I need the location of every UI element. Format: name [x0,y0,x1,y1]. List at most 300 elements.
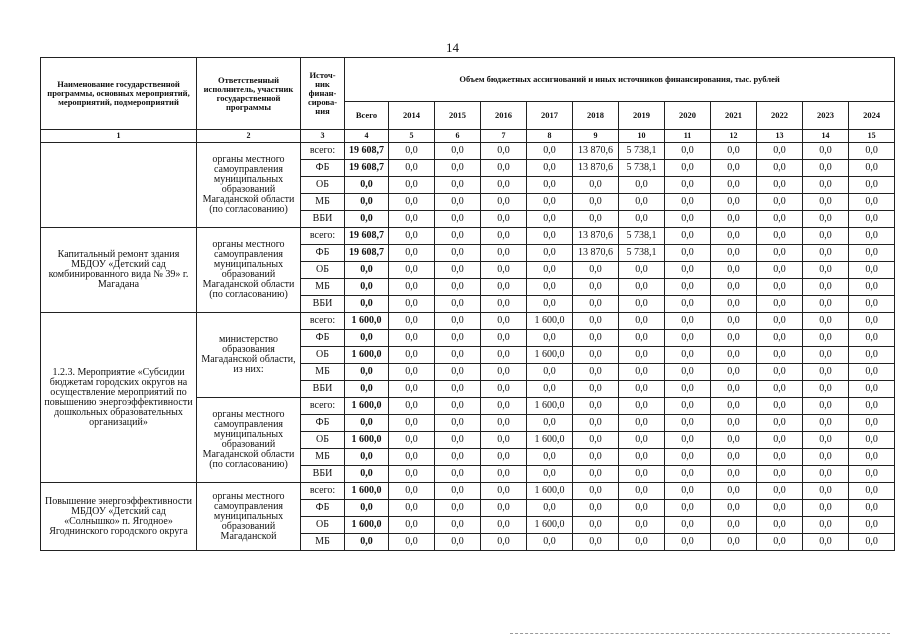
year-value-cell: 5 738,1 [619,228,665,245]
column-number: 1 [41,130,197,143]
year-value-cell: 0,0 [573,415,619,432]
year-value-cell: 0,0 [619,381,665,398]
column-number: 15 [849,130,895,143]
year-value-cell: 0,0 [711,262,757,279]
year-value-cell: 0,0 [481,483,527,500]
year-value-cell: 0,0 [803,500,849,517]
header-source: Источ-ник финан-сирова-ния [301,58,345,130]
year-value-cell: 0,0 [573,330,619,347]
year-value-cell: 0,0 [619,466,665,483]
year-value-cell: 1 600,0 [527,517,573,534]
year-value-cell: 1 600,0 [527,432,573,449]
year-value-cell: 0,0 [573,211,619,228]
responsible-cell: органы местного самоуправления муниципальных образований Магаданской области (по согласованию) [197,398,301,483]
year-value-cell: 0,0 [435,160,481,177]
header-responsible: Ответственный исполнитель, участник государственной программы [197,58,301,130]
year-value-cell: 0,0 [665,500,711,517]
year-value-cell: 0,0 [435,211,481,228]
budget-table [40,57,895,551]
year-value-cell: 5 738,1 [619,160,665,177]
year-value-cell: 0,0 [665,517,711,534]
total-cell: 0,0 [345,262,389,279]
year-value-cell: 0,0 [757,160,803,177]
header-volume: Объем бюджетных ассигнований и иных источников финансирования, тыс. рублей [345,58,895,102]
year-value-cell: 0,0 [665,449,711,466]
responsible-cell: министерство образования Магаданской области, из них: [197,313,301,398]
year-value-cell: 0,0 [757,466,803,483]
year-value-cell: 0,0 [573,381,619,398]
year-value-cell: 0,0 [711,500,757,517]
year-value-cell: 0,0 [757,228,803,245]
column-number: 11 [665,130,711,143]
year-value-cell: 0,0 [573,296,619,313]
year-value-cell: 0,0 [803,245,849,262]
year-value-cell: 0,0 [619,398,665,415]
table-row [41,483,895,500]
year-value-cell: 0,0 [389,483,435,500]
year-value-cell: 0,0 [803,449,849,466]
total-cell: 19 608,7 [345,245,389,262]
year-value-cell: 0,0 [527,500,573,517]
year-value-cell: 0,0 [803,143,849,160]
total-cell: 19 608,7 [345,143,389,160]
year-value-cell: 0,0 [389,330,435,347]
column-number: 13 [757,130,803,143]
year-value-cell: 0,0 [527,449,573,466]
year-value-cell: 0,0 [757,313,803,330]
year-value-cell: 0,0 [803,347,849,364]
year-value-cell: 0,0 [389,211,435,228]
source-cell: ОБ [301,432,345,449]
year-value-cell: 0,0 [711,517,757,534]
year-value-cell: 0,0 [619,415,665,432]
year-value-cell: 0,0 [665,177,711,194]
year-value-cell: 0,0 [435,381,481,398]
year-value-cell: 0,0 [711,347,757,364]
year-value-cell: 0,0 [573,483,619,500]
year-value-cell: 0,0 [711,143,757,160]
year-value-cell: 0,0 [573,517,619,534]
year-value-cell: 0,0 [481,262,527,279]
header-year: 2021 [711,102,757,130]
year-value-cell: 0,0 [803,296,849,313]
column-number: 4 [345,130,389,143]
year-value-cell: 0,0 [435,262,481,279]
year-value-cell: 0,0 [527,160,573,177]
column-number: 14 [803,130,849,143]
year-value-cell: 0,0 [711,398,757,415]
year-value-cell: 0,0 [481,160,527,177]
year-value-cell: 0,0 [435,313,481,330]
year-value-cell: 0,0 [481,177,527,194]
year-value-cell: 0,0 [711,534,757,551]
year-value-cell: 0,0 [803,262,849,279]
year-value-cell: 0,0 [389,143,435,160]
year-value-cell: 0,0 [803,330,849,347]
year-value-cell: 0,0 [619,279,665,296]
column-number: 12 [711,130,757,143]
header-year: 2016 [481,102,527,130]
year-value-cell: 0,0 [573,432,619,449]
year-value-cell: 0,0 [435,194,481,211]
year-value-cell: 0,0 [619,313,665,330]
responsible-cell: органы местного самоуправления муниципальных образований Магаданской области (по согласованию) [197,228,301,313]
year-value-cell: 0,0 [849,194,895,211]
year-value-cell: 0,0 [527,534,573,551]
header-year: 2017 [527,102,573,130]
measure-name-cell: Капитальный ремонт здания МБДОУ «Детский сад комбинированного вида № 39» г. Магадана [41,228,197,313]
year-value-cell: 0,0 [849,296,895,313]
year-value-cell: 0,0 [619,330,665,347]
column-number: 10 [619,130,665,143]
year-value-cell: 0,0 [527,415,573,432]
year-value-cell: 0,0 [849,398,895,415]
year-value-cell: 0,0 [803,279,849,296]
year-value-cell: 0,0 [527,296,573,313]
year-value-cell: 0,0 [849,228,895,245]
year-value-cell: 0,0 [527,330,573,347]
total-cell: 1 600,0 [345,313,389,330]
year-value-cell: 0,0 [481,500,527,517]
header-name: Наименование государственной программы, основных мероприятий, мероприятий, подмероприятий [41,58,197,130]
year-value-cell: 0,0 [757,381,803,398]
year-value-cell: 0,0 [435,296,481,313]
total-cell: 0,0 [345,415,389,432]
page-bottom-edge [510,633,890,634]
year-value-cell: 0,0 [803,415,849,432]
year-value-cell: 0,0 [803,381,849,398]
year-value-cell: 0,0 [389,228,435,245]
year-value-cell: 0,0 [573,177,619,194]
year-value-cell: 0,0 [573,313,619,330]
year-value-cell: 0,0 [481,143,527,160]
header-year: 2014 [389,102,435,130]
year-value-cell: 0,0 [711,228,757,245]
year-value-cell: 0,0 [757,517,803,534]
year-value-cell: 0,0 [619,432,665,449]
year-value-cell: 0,0 [435,228,481,245]
year-value-cell: 0,0 [711,245,757,262]
source-cell: ФБ [301,500,345,517]
year-value-cell: 0,0 [435,245,481,262]
year-value-cell: 0,0 [757,262,803,279]
column-number-row [41,130,895,143]
year-value-cell: 5 738,1 [619,245,665,262]
year-value-cell: 0,0 [389,194,435,211]
year-value-cell: 0,0 [619,296,665,313]
column-number: 8 [527,130,573,143]
year-value-cell: 0,0 [803,211,849,228]
year-value-cell: 0,0 [803,194,849,211]
year-value-cell: 0,0 [389,449,435,466]
total-cell: 1 600,0 [345,432,389,449]
responsible-cell: органы местного самоуправления муниципальных образований Магаданской области (по согласованию) [197,143,301,228]
year-value-cell: 0,0 [849,466,895,483]
year-value-cell: 0,0 [527,279,573,296]
page-number: 14 [446,40,459,55]
year-value-cell: 0,0 [849,415,895,432]
year-value-cell: 0,0 [435,466,481,483]
header-year: 2024 [849,102,895,130]
year-value-cell: 0,0 [665,347,711,364]
total-cell: 0,0 [345,449,389,466]
total-cell: 1 600,0 [345,483,389,500]
year-value-cell: 0,0 [711,432,757,449]
year-value-cell: 0,0 [757,194,803,211]
year-value-cell: 0,0 [803,517,849,534]
year-value-cell: 0,0 [849,483,895,500]
year-value-cell: 0,0 [849,177,895,194]
year-value-cell: 0,0 [481,534,527,551]
year-value-cell: 0,0 [389,279,435,296]
source-cell: МБ [301,194,345,211]
year-value-cell: 0,0 [849,500,895,517]
year-value-cell: 0,0 [665,364,711,381]
source-cell: ОБ [301,177,345,194]
year-value-cell: 0,0 [481,313,527,330]
year-value-cell: 0,0 [849,449,895,466]
year-value-cell: 0,0 [435,143,481,160]
year-value-cell: 0,0 [619,483,665,500]
year-value-cell: 1 600,0 [527,398,573,415]
year-value-cell: 0,0 [573,534,619,551]
year-value-cell: 0,0 [665,194,711,211]
column-number: 3 [301,130,345,143]
year-value-cell: 0,0 [665,381,711,398]
year-value-cell: 0,0 [435,279,481,296]
year-value-cell: 0,0 [481,517,527,534]
table-row [41,313,895,330]
year-value-cell: 0,0 [757,500,803,517]
year-value-cell: 0,0 [389,517,435,534]
year-value-cell: 0,0 [803,483,849,500]
source-cell: всего: [301,313,345,330]
year-value-cell: 0,0 [435,364,481,381]
total-cell: 0,0 [345,381,389,398]
year-value-cell: 13 870,6 [573,228,619,245]
year-value-cell: 0,0 [389,415,435,432]
year-value-cell: 0,0 [481,364,527,381]
header-year: 2023 [803,102,849,130]
year-value-cell: 0,0 [849,517,895,534]
source-cell: ФБ [301,245,345,262]
year-value-cell: 0,0 [803,364,849,381]
column-number: 6 [435,130,481,143]
year-value-cell: 1 600,0 [527,313,573,330]
year-value-cell: 0,0 [757,415,803,432]
source-cell: МБ [301,534,345,551]
year-value-cell: 0,0 [527,245,573,262]
year-value-cell: 0,0 [527,194,573,211]
year-value-cell: 0,0 [665,262,711,279]
source-cell: ВБИ [301,466,345,483]
year-value-cell: 0,0 [757,211,803,228]
year-value-cell: 0,0 [665,330,711,347]
year-value-cell: 0,0 [389,160,435,177]
header-year: 2020 [665,102,711,130]
year-value-cell: 0,0 [757,449,803,466]
total-cell: 0,0 [345,534,389,551]
total-cell: 19 608,7 [345,160,389,177]
total-cell: 0,0 [345,279,389,296]
year-value-cell: 0,0 [849,347,895,364]
year-value-cell: 0,0 [711,330,757,347]
year-value-cell: 0,0 [389,313,435,330]
total-cell: 0,0 [345,364,389,381]
year-value-cell: 0,0 [435,432,481,449]
year-value-cell: 0,0 [435,483,481,500]
year-value-cell: 0,0 [619,364,665,381]
year-value-cell: 0,0 [665,415,711,432]
source-cell: ФБ [301,415,345,432]
year-value-cell: 0,0 [481,330,527,347]
year-value-cell: 0,0 [757,347,803,364]
year-value-cell: 0,0 [849,211,895,228]
year-value-cell: 0,0 [803,228,849,245]
year-value-cell: 0,0 [757,398,803,415]
year-value-cell: 0,0 [435,500,481,517]
source-cell: всего: [301,398,345,415]
header-row-top [41,58,895,102]
source-cell: всего: [301,228,345,245]
year-value-cell: 0,0 [849,432,895,449]
year-value-cell: 0,0 [389,245,435,262]
year-value-cell: 0,0 [619,449,665,466]
year-value-cell: 0,0 [711,381,757,398]
year-value-cell: 0,0 [711,313,757,330]
column-number: 2 [197,130,301,143]
year-value-cell: 0,0 [481,432,527,449]
year-value-cell: 13 870,6 [573,143,619,160]
year-value-cell: 0,0 [757,296,803,313]
year-value-cell: 0,0 [435,517,481,534]
year-value-cell: 0,0 [619,211,665,228]
year-value-cell: 0,0 [389,534,435,551]
year-value-cell: 0,0 [849,381,895,398]
year-value-cell: 0,0 [665,432,711,449]
year-value-cell: 0,0 [757,245,803,262]
source-cell: всего: [301,143,345,160]
year-value-cell: 0,0 [389,466,435,483]
total-cell: 0,0 [345,330,389,347]
year-value-cell: 0,0 [435,347,481,364]
year-value-cell: 0,0 [435,449,481,466]
measure-name-cell [41,143,197,228]
year-value-cell: 0,0 [619,534,665,551]
year-value-cell: 0,0 [619,500,665,517]
year-value-cell: 0,0 [711,160,757,177]
table-row [41,143,895,160]
year-value-cell: 0,0 [527,228,573,245]
year-value-cell: 0,0 [665,211,711,228]
table-row [41,228,895,245]
year-value-cell: 0,0 [849,143,895,160]
year-value-cell: 0,0 [757,143,803,160]
year-value-cell: 0,0 [665,160,711,177]
year-value-cell: 0,0 [711,194,757,211]
year-value-cell: 0,0 [573,347,619,364]
header-year: 2015 [435,102,481,130]
year-value-cell: 0,0 [481,466,527,483]
year-value-cell: 0,0 [435,398,481,415]
year-value-cell: 0,0 [665,228,711,245]
year-value-cell: 0,0 [757,279,803,296]
year-value-cell: 0,0 [619,517,665,534]
source-cell: ФБ [301,160,345,177]
year-value-cell: 0,0 [389,347,435,364]
year-value-cell: 0,0 [435,415,481,432]
year-value-cell: 0,0 [849,279,895,296]
year-value-cell: 0,0 [757,330,803,347]
year-value-cell: 0,0 [573,194,619,211]
year-value-cell: 0,0 [665,279,711,296]
year-value-cell: 0,0 [665,483,711,500]
year-value-cell: 0,0 [527,381,573,398]
year-value-cell: 0,0 [803,313,849,330]
year-value-cell: 0,0 [803,534,849,551]
total-cell: 19 608,7 [345,228,389,245]
year-value-cell: 0,0 [665,143,711,160]
year-value-cell: 0,0 [389,262,435,279]
year-value-cell: 0,0 [527,466,573,483]
year-value-cell: 0,0 [435,534,481,551]
year-value-cell: 0,0 [711,177,757,194]
source-cell: МБ [301,364,345,381]
column-number: 9 [573,130,619,143]
year-value-cell: 0,0 [803,398,849,415]
year-value-cell: 0,0 [481,296,527,313]
source-cell: ВБИ [301,381,345,398]
header-year: 2018 [573,102,619,130]
year-value-cell: 0,0 [573,466,619,483]
year-value-cell: 0,0 [665,398,711,415]
year-value-cell: 0,0 [389,500,435,517]
total-cell: 0,0 [345,466,389,483]
year-value-cell: 0,0 [757,483,803,500]
total-cell: 0,0 [345,194,389,211]
year-value-cell: 0,0 [849,245,895,262]
source-cell: МБ [301,279,345,296]
year-value-cell: 0,0 [481,211,527,228]
year-value-cell: 0,0 [481,415,527,432]
year-value-cell: 0,0 [757,534,803,551]
source-cell: ОБ [301,517,345,534]
responsible-cell: органы местного самоуправления муниципальных образований Магаданской [197,483,301,551]
year-value-cell: 0,0 [665,245,711,262]
total-cell: 0,0 [345,296,389,313]
total-cell: 1 600,0 [345,347,389,364]
year-value-cell: 0,0 [711,279,757,296]
year-value-cell: 0,0 [619,177,665,194]
year-value-cell: 0,0 [435,177,481,194]
year-value-cell: 0,0 [527,364,573,381]
year-value-cell: 0,0 [389,432,435,449]
year-value-cell: 0,0 [435,330,481,347]
year-value-cell: 0,0 [481,449,527,466]
year-value-cell: 0,0 [711,449,757,466]
measure-name-cell: 1.2.3. Мероприятие «Субсидии бюджетам городских округов на осуществление мероприятий по повышению энергоэффективности дошкольных образовательных организаций» [41,313,197,483]
year-value-cell: 1 600,0 [527,483,573,500]
year-value-cell: 0,0 [481,381,527,398]
total-cell: 1 600,0 [345,517,389,534]
year-value-cell: 0,0 [757,177,803,194]
header-total: Всего [345,102,389,130]
total-cell: 1 600,0 [345,398,389,415]
year-value-cell: 0,0 [481,279,527,296]
year-value-cell: 0,0 [573,449,619,466]
year-value-cell: 0,0 [757,364,803,381]
year-value-cell: 0,0 [711,483,757,500]
